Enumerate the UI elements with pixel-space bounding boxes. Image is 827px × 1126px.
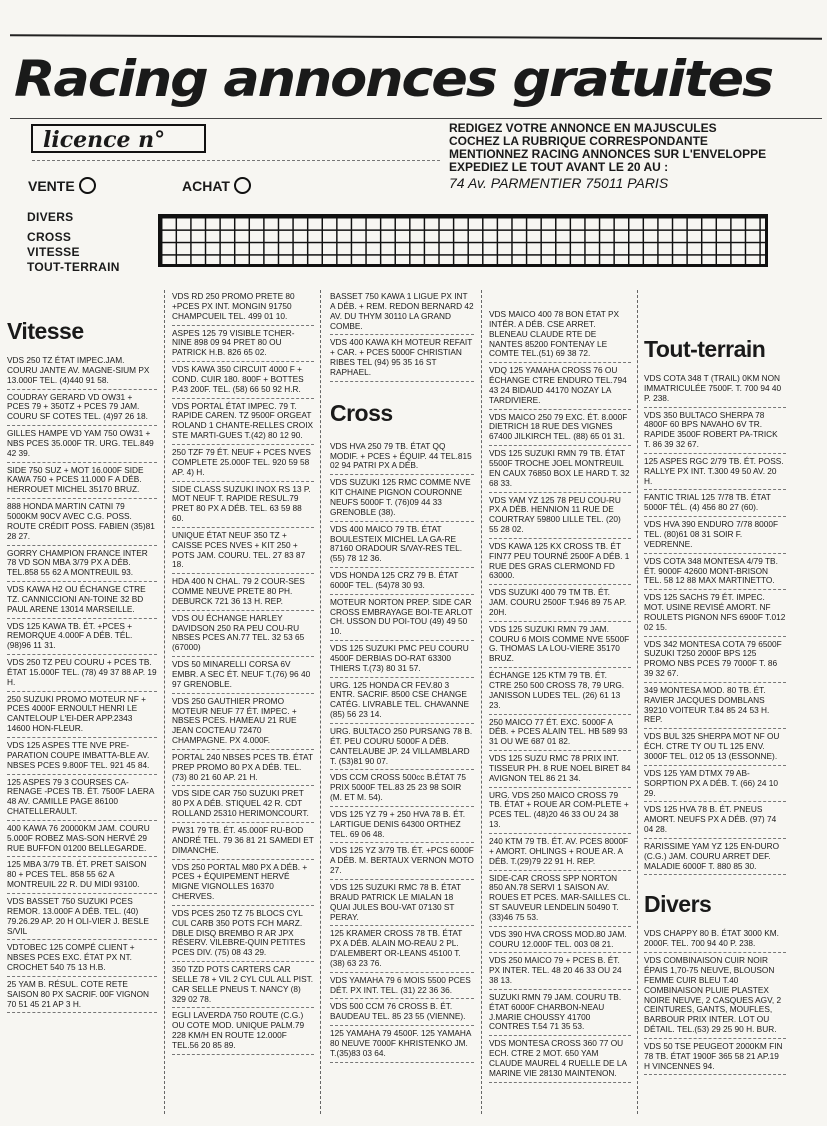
classified-ad: 888 HONDA MARTIN CATNI 79 5000KM 90CV AVEC C.G. POSS. ROUTE CRÉDIT POSS. FABIEN (35)81 28 27. bbox=[7, 499, 157, 545]
column-divider bbox=[637, 290, 639, 1114]
vente-label: VENTE bbox=[28, 177, 75, 194]
classified-ad: VDS 500 CCM 76 CROSS B. ÉT. BAUDEAU TEL. 85 23 55 (VIENNE). bbox=[330, 999, 474, 1026]
classified-ad: 250 SUZUKI PROMO MOTEUR NF + PCES 4000F ERNOULT HENRI LE CANTELOUP L'EI-DER APP.2343 14600 HON-FLEUR. bbox=[7, 692, 157, 738]
column-divider bbox=[481, 290, 483, 1114]
classified-ad: PORTAL 240 NBSES PCES TB. ÉTAT PREP PROMO 80 PX A DÉB. TEL.(73) 80 21 60 AP. 21 H. bbox=[172, 750, 314, 787]
column-divider bbox=[164, 290, 166, 1114]
section-heading-divers: Divers bbox=[644, 891, 712, 918]
classified-ad: VDS YAMAHA 79 6 MOIS 5500 PCES DÉT. PX INT. TEL. (31) 22 36 36. bbox=[330, 973, 474, 1000]
classified-ad: VDS KAWA 125 KX CROSS TB. ÉT FIN77 PEU TOURNÉ 2500F A DÉB. 1 RUE DES GRAS CLERMOND FD 63000. bbox=[489, 539, 631, 585]
classified-ad: VDS MAICO 250 79 EXC. ÉT. 8.000F DIETRICH 18 RUE DES VIGNES 67400 JILKIRCH TEL. (88) 65 01 31. bbox=[489, 410, 631, 447]
classified-ad: VDS 400 MAICO 79 TB. ÉTAT BOULESTEIX MICHEL LA GA-RE 87160 ORADOUR S/VAY-RES TEL.(55) 78 12 36. bbox=[330, 522, 474, 568]
classified-ad: VDS BUL 325 SHERPA MOT NF OU ÉCH. CTRE TY OU TL 125 ENV. 3000F TEL. 012 05 13 (ESSONNE). bbox=[644, 729, 786, 766]
classified-ad: VDS 125 SUZUKI PMC PEU COURU 4500F DERBIAS DO-RAT 63300 THIERS T.(73) 80 31 57. bbox=[330, 641, 474, 678]
licence-line bbox=[32, 160, 440, 162]
classified-ad: 240 KTM 79 TB. ÉT. AV. PCES 8000F + AMORT. OHLINGS + ROUE AR. A DÉB. T.(29)79 22 91 H. REP. bbox=[489, 834, 631, 871]
ad-text-grid[interactable] bbox=[158, 214, 768, 267]
mailing-address: 74 Av. PARMENTIER 75011 PARIS bbox=[449, 175, 669, 191]
classified-ad: VDS COTA 348 T (TRAIL) 0KM NON IMMATRICULÉE 7500F. T. 700 94 40 P. 238. bbox=[644, 374, 786, 408]
classified-ad: GORRY CHAMPION FRANCE INTER 78 VD SON MBA 3/79 PX A DÉB. TEL.858 55 62 A MONTREUIL 93. bbox=[7, 546, 157, 583]
classified-ad: VDS BASSET 750 SUZUKI PCES REMOR. 13.000F A DÉB. TEL. (40) 79.26.29 AP. 20 H OLI-VIER J. BESLE S/VIL bbox=[7, 894, 157, 940]
classified-ad: VDS 250 PORTAL M80 PX A DÉB. + PCES + ÉQUIPEMENT HERVÉ MIGNE VIGNOLLES 16370 CHERVES. bbox=[172, 860, 314, 906]
classified-ad: VDS 250 TZ ÉTAT IMPEC.JAM. COURU JANTE AV. MAGNE-SIUM PX 13.000F TEL. (4)440 91 58. bbox=[7, 356, 157, 390]
top-rule bbox=[10, 34, 822, 40]
classified-ad: VDS 125 YZ 3/79 TB. ÉT. +PCS 6000F A DÉB. M. BERTAUX VERNON MOTO 27. bbox=[330, 843, 474, 880]
classified-ad: VDS 125 YZ 79 + 250 HVA 78 B. ÉT. LARTIGUE DENIS 64300 ORTHEZ TEL. 69 06 48. bbox=[330, 807, 474, 844]
classified-ad: 125 KRAMER CROSS 78 TB. ÉTAT PX A DÉB. ALAIN MO-REAU 2 PL. D'ALEMBERT OR-LEANS 45100 T.(38) 63 23 76. bbox=[330, 926, 474, 972]
classified-ad: UNIQUE ÉTAT NEUF 350 TZ + CAISSE PCES NVES + KIT 250 + POTS JAM. COURU. TEL. 27 83 87 18. bbox=[172, 528, 314, 574]
classified-ad: 125 MBA 3/79 TB. ÉT. PRET SAISON 80 + PCES TEL. 858 55 62 A MONTREUIL 22 R. DU MIDI 93100. bbox=[7, 857, 157, 894]
classified-ad: ÉCHANGE 125 KTM 79 TB. ÉT. CTRE 250 500 CROSS 78, 79 URG. JANISSON LUDES TEL. (26) 61 13 23. bbox=[489, 668, 631, 714]
instruction-line: EXPEDIEZ LE TOUT AVANT LE 20 AU : bbox=[449, 160, 669, 174]
section-heading-vitesse: Vitesse bbox=[7, 318, 84, 344]
classified-ad: 125 YAMAHA 79 4500F. 125 YAMAHA 80 NEUVE 7000F KHRISTENKO JM. T.(35)83 03 64. bbox=[330, 1026, 474, 1063]
classified-ad: RARISSIME YAM YZ 125 EN-DURO (C.G.) JAM. COURU ARRET DEF. MALADIE 6000F T. 880 85 30. bbox=[644, 839, 786, 876]
classified-ad: VDS MONTESA CROSS 360 77 OU ECH. CTRE 2 MOT. 650 YAM CLAUDE MAUREL 4 RUELLE DE LA MARINE VIE 28130 MAINTENON. bbox=[489, 1036, 631, 1082]
achat-checkbox[interactable] bbox=[234, 177, 251, 194]
classified-ad: VDS SUZUKI 125 RMC COMME NVE KIT CHAINE PIGNON COURONNE NEUFS 5000F T. (76)09 44 33 GRENOBLE (38). bbox=[330, 475, 474, 521]
classified-ad: VDS 125 KAWA TB. ÉT. +PCES + REMORQUE 4.000F A DÉB. TÉL. (98)96 11 31. bbox=[7, 619, 157, 656]
classified-ad: 250 TZF 79 ÉT. NEUF + PCES NVES COMPLETE 25.000F TEL. 920 59 58 AP. 4) H. bbox=[172, 445, 314, 482]
classified-ad: VDS HVA 390 ENDURO 7/78 8000F TEL. (80)61 08 31 SOIR F. VEDRENNE. bbox=[644, 517, 786, 554]
classified-ad: 125 ASPES 79 3 COURSES CA-RENAGE -PCES TB. ÉT. 7500F LAERA 48 AV. CAMILLE PAGE 86100 CHATELLERAULT. bbox=[7, 775, 157, 821]
classified-ad: VDS HONDA 125 CRZ 79 B. ÉTAT 6000F TEL. (54)78 30 93. bbox=[330, 568, 474, 595]
classified-ad: VDS 125 YAM DTMX 79 AB-SORPTION PX A DÉB. T. (66) 24 10 29. bbox=[644, 766, 786, 803]
instruction-line: COCHEZ LA RUBRIQUE CORRESPONDANTE bbox=[449, 134, 708, 148]
section-heading-cross: Cross bbox=[330, 399, 393, 426]
ads-column-1 bbox=[7, 318, 157, 1116]
classified-ad: VDS PCES 250 TZ 75 BLOCS CYL CUL CARB 350 POTS FCH MARZ. DBLE DISQ BREMBO R AR JPX RÉSERV. VILEBRE-QUIN PETITES PCES DIV. (75) 08 43 29. bbox=[172, 906, 314, 962]
achat-option[interactable] bbox=[182, 177, 251, 194]
section-heading-tout-terrain: Tout-terrain bbox=[644, 336, 766, 362]
classified-ad: VDS RD 250 PROMO PRETE 80 +PCES PX INT. MONGIN 91750 CHAMPCUEIL TEL. 499 01 10. bbox=[172, 292, 314, 326]
category-tout-terrain[interactable]: TOUT-TERRAIN bbox=[27, 260, 120, 274]
vente-option[interactable] bbox=[28, 177, 96, 194]
classified-ad: VDQ 125 YAMAHA CROSS 76 OU ÉCHANGE CTRE ENDURO TEL.794 43 24 BIDAUD 44170 NOZAY LA TARDIVIERE. bbox=[489, 363, 631, 409]
classified-ad: URG. VDS 250 MAICO CROSS 79 TB. ÉTAT + ROUE AR COM-PLETE + PCES TEL. (48)20 46 33 OU 24 38 13. bbox=[489, 788, 631, 834]
classified-ad: VDS COMBINAISON CUIR NOIR ÉPAIS 1,70-75 NEUVE, BLOUSON FEMME CUIR BLEU T.40 COMBINAISON PLUIE PLASTEX NOIRE NEUVE, 2 CASQUES AGV, 2 CEINTURES, GANTS, MOUFLES, BARBOUR PRIX INTER. LOT OU DÉTAIL. TEL.(53) 29 25 90 H. BUR. bbox=[644, 953, 786, 1039]
category-vitesse[interactable]: VITESSE bbox=[27, 245, 80, 259]
classified-ad: VDS 390 HVA CROSS MOD.80 JAM. COURU 12.000F TEL. 003 08 21. bbox=[489, 927, 631, 954]
classified-ad: EGLI LAVERDA 750 ROUTE (C.G.) OU COTE MOD. UNIQUE PALM.79 228 KM/H EN ROUTE 12.000F TEL.56 20 85 89. bbox=[172, 1008, 314, 1054]
title-rule bbox=[10, 118, 822, 119]
classified-ad: 125 ASPES RGC 2/79 TB. ÉT. POSS. RALLYE PX INT. T.300 49 50 AV. 20 H. bbox=[644, 454, 786, 491]
classified-ad: FANTIC TRIAL 125 7/78 TB. ÉTAT 5000F TÉL. (4) 456 80 27 (60). bbox=[644, 490, 786, 517]
category-cross[interactable]: CROSS bbox=[27, 230, 72, 244]
classified-ad: URG. 125 HONDA CR FEV.80 3 ENTR. SACRIF. 8500 CSE CHANGE CATÉG. LIVRABLE TEL. CHAVANNE (85) 56 23 14. bbox=[330, 678, 474, 724]
classified-ad: VDS 350 BULTACO SHERPA 78 4800F 60 BPS NAVAHO 6V TR. RAPIDE 3500F ROBERT PA-TRICK T. 86 39 32 67. bbox=[644, 408, 786, 454]
classified-ad: VDS 125 SUZUKI RMN 79 JAM. COURU 6 MOIS COMME NVE 5500F G. THOMAS LA LOU-VIERE 35170 BRUZ. bbox=[489, 622, 631, 668]
classified-ad: 350 TZD POTS CARTERS CAR SELLE 78 + VIL 2 CYL CUL ALL PIST. CAR SELLE PNEUS T. NANCY (8) 329 02 78. bbox=[172, 962, 314, 1008]
classified-ad: VDS 125 SUZUKI RMN 79 TB. ÉTAT 5500F TROCHE JOEL MONTREUIL EN CAUX 76850 BOX LE HARD T. 32 68 33. bbox=[489, 446, 631, 492]
classified-ad: VDS 125 SACHS 79 ÉT. IMPEC. MOT. USINE REVISÉ AMORT. NF ROULETS PIGNON NFS 6900F T.012 02 15. bbox=[644, 590, 786, 636]
page-title: Racing annonces gratuites bbox=[14, 50, 772, 108]
classified-ad: VDS COTA 348 MONTESA 4/79 TB. ÉT. 9000F 42600 MONT-BRISON TEL. 58 12 88 MAX MARTINETTO. bbox=[644, 554, 786, 591]
ads-column-3 bbox=[330, 292, 474, 1116]
classified-ad: 349 MONTESA MOD. 80 TB. ÉT. RAVIER JACQUES DOMBLANS 39210 VOITEUR T.84 85 24 53 H. REP. bbox=[644, 683, 786, 729]
classified-ad: VDS CHAPPY 80 B. ÉTAT 3000 KM. 2000F. TEL. 700 94 40 P. 238. bbox=[644, 929, 786, 953]
classified-ad: VDTOBEC 125 COMPÉ CLIENT + NBSES PCES EXC. ÉTAT PX NT. CROCHET 540 75 13 H.B. bbox=[7, 940, 157, 977]
category-divers[interactable]: DIVERS bbox=[27, 210, 74, 224]
classified-ad: VDS 125 SUZU RMC 78 PRIX INT. TISSEUR PH. 8 RUE NOEL BIRET 84 AVIGNON TEL 86 21 34. bbox=[489, 751, 631, 788]
classified-ad: 25 YAM B. RÉSUL. COTE RETE SAISON 80 PX SACRIF. 00F VIGNON 70 51 45 21 AP 3 H. bbox=[7, 977, 157, 1014]
classified-ad: VDS MAICO 400 78 BON ÉTAT PX INTÉR. A DÉB. CSE ARRET. BLENEAU CLAUDE RTE DE NANTES 85200 FONTENAY LE COMTE TEL.(51) 69 38 72. bbox=[489, 310, 631, 363]
classified-ad: BASSET 750 KAWA 1 LIGUE PX INT A DÉB. + REM. REDON BERNARD 42 AV. DU THYM 30110 LA GRAND COMBE. bbox=[330, 292, 474, 335]
classified-ad: SIDE-CAR CROSS SPP NORTON 850 AN.78 SERVI 1 SAISON AV. ROUES ET PCES. MAR-SAILLES CL. ST SAUVEUR LENDELIN 50490 T.(33)46 75 53. bbox=[489, 871, 631, 927]
classified-ad: VDS SIDE CAR 750 SUZUKI PRET 80 PX A DÉB. STIQUEL 42 R. CDT ROLLAND 25310 HERIMONCOURT. bbox=[172, 786, 314, 823]
licence-field[interactable]: licence n° bbox=[31, 124, 206, 153]
classified-ad: VDS 125 SUZUKI RMC 78 B. ÉTAT BRAUD PATRICK LE MIALAN 18 QUAI JULES BOU-VAT 07130 ST PERAY. bbox=[330, 880, 474, 926]
classified-ad: SIDE 750 SUZ + MOT 16.000F SIDE KAWA 750 + PCES 11.000 F A DÉB. HERROUET MICHEL 35170 BRUZ. bbox=[7, 463, 157, 500]
classified-ad: ASPES 125 79 VISIBLE TCHER-NINE 898 09 94 PRET 80 OU PATRICK H.B. 826 65 02. bbox=[172, 326, 314, 363]
ads-column-4 bbox=[489, 310, 631, 1116]
classified-ad: GILLES HAMPE VD YAM 750 OW31 + NBS PCES 35.000F TR. URG. TEL.849 42 39. bbox=[7, 426, 157, 463]
classified-ad: COUDRAY GERARD VD OW31 + PCES 79 + 350TZ + PCES 79 JAM. COURU SF COTES TEL. (4)97 26 18. bbox=[7, 390, 157, 427]
classified-ad: VDS 400 KAWA KH MOTEUR REFAIT + CAR. + PCES 5000F CHRISTIAN RIBES TEL (94) 95 35 16 ST RAPHAEL. bbox=[330, 335, 474, 381]
classified-ad: VDS OU ÉCHANGE HARLEY DAVIDSON 250 RA PEU COU-RU NBSES PCES AN.77 TEL. 32 53 65 (67000) bbox=[172, 611, 314, 657]
classified-ad: URG. BULTACO 250 PURSANG 78 B. ÉT. PEU COURU 5000F A DÉB. CANTELAUBE JP. 24 VILLAMBLARD T. (53)81 90 07. bbox=[330, 724, 474, 770]
classified-ad: VDS PORTAL ÉTAT IMPEC. 79 T. RAPIDE CAREN. TZ 9500F ORGEAT ROLAND 1 CHANTE-RELLES CROIX STE MARTI-GUES T.(42) 80 12 90. bbox=[172, 399, 314, 445]
classified-ad: VDS 50 MINARELLI CORSA 6V EMBR. A SEC ÉT. NEUF T.(76) 96 40 97 GRENOBLE. bbox=[172, 657, 314, 694]
classified-ad: MOTEUR NORTON PREP. SIDE CAR CROSS EMBRAYAGE BOI-TE ARLOT CH. USSON DU POI-TOU (49) 49 50 10. bbox=[330, 595, 474, 641]
instruction-line: MENTIONNEZ RACING ANNONCES SUR L'ENVELOPPE bbox=[449, 147, 767, 161]
ads-column-5 bbox=[644, 336, 786, 1116]
classified-ad: 250 MAICO 77 ÉT. EXC. 5000F A DÉB. + PCES ALAIN TEL. HB 589 93 31 OU WE 687 01 82. bbox=[489, 715, 631, 752]
classified-ad: SIDE CLASS SUZUKI INOX RS 13 P. MOT NEUF T. RAPIDE RESUL.79 PRET 80 PX A DÉB. TEL. 63 59 88 60. bbox=[172, 482, 314, 528]
classified-ad: VDS 250 TZ PEU COURU + PCES TB. ÉTAT 15.000F TEL. (78) 49 37 88 AP. 19 H. bbox=[7, 655, 157, 692]
classified-ad: VDS 125 ASPES TTE NVE PRE-PARATION COUPE IMBATTA-BLE AV. NBSES PCES 9.800F TEL. 921 45 84. bbox=[7, 738, 157, 775]
ads-column-2 bbox=[172, 292, 314, 1116]
classified-ad: SUZUKI RMN 79 JAM. COURU TB. ÉTAT 6000F CHARBON-NEAU J.MARIE CHOUSSY 41700 CONTRES T.54 71 35 53. bbox=[489, 990, 631, 1036]
classified-ad: VDS KAWA H2 OU ÉCHANGE CTRE TZ. CANNICCIONI AN-TOINE 32 BD PAUL ARENE 13014 MARSEILLE. bbox=[7, 582, 157, 619]
classified-ad: PW31 79 TB. ÉT. 45.000F RU-BOD ANDRÉ TEL. 79 36 81 21 SAMEDI ET DIMANCHE. bbox=[172, 823, 314, 860]
instruction-line: REDIGEZ VOTRE ANNONCE EN MAJUSCULES bbox=[449, 121, 717, 135]
classified-ad: 400 KAWA 76 20000KM JAM. COURU 5.000F ROBEZ MAS-SON HERVÉ 29 RUE BUFFON 01200 BELLEGARDE. bbox=[7, 821, 157, 858]
classified-ad: VDS 342 MONTESA COTA 79 6500F SUZUKI T250 2000F BPS 125 PROMO NBS PCES 79 7000F T. 86 39 32 67. bbox=[644, 637, 786, 683]
classified-ad: VDS 250 GAUTHIER PROMO MOTEUR NEUF 77 ÉT. IMPEC. + NBSES PCES. HAMEAU 21 RUE JEAN COCTEAU 72470 CHAMPAGNE. PX 4.000F. bbox=[172, 694, 314, 750]
classified-ad: VDS SUZUKI 400 79 TM TB. ÉT. JAM. COURU 2500F T.946 89 75 AP. 20H. bbox=[489, 585, 631, 622]
achat-label: ACHAT bbox=[182, 177, 230, 194]
classified-ad: VDS CCM CROSS 500cc B.ÉTAT 75 PRIX 5000F TEL.83 25 23 98 SOIR (M. ET M. 54). bbox=[330, 770, 474, 807]
vente-checkbox[interactable] bbox=[79, 177, 96, 194]
classified-ad: VDS YAM YZ 125 78 PEU COU-RU PX A DÉB. HENNION 11 RUE DE COURTRAY 59800 LILLE TEL. (20) 55 28 02. bbox=[489, 493, 631, 539]
classified-ad: VDS 125 HVA 78 B. ÉT. PNEUS AMORT. NEUFS PX A DÉB. (97) 74 04 28. bbox=[644, 802, 786, 839]
classified-ad: VDS HVA 250 79 TB. ÉTAT QQ MODIF. + PCES + ÉQUIP. 44 TEL.815 02 94 PATRI PX A DÉB. bbox=[330, 442, 474, 476]
classified-ad: VDS 250 MAICO 79 + PCES B. ÉT. PX INTER. TEL. 48 20 46 33 OU 24 38 13. bbox=[489, 953, 631, 990]
column-divider bbox=[320, 290, 322, 1114]
classified-ad: VDS KAWA 350 CIRCUIT 4000 F + COND. CUIR 180. 800F + BOTTES P.43 200F. TEL. (58) 66 50 92 H.R. bbox=[172, 362, 314, 399]
classified-ad: HDA 400 N CHAL. 79 2 COUR-SES COMME NEUVE PRETE 80 PH. DEBURCK 721 36 13 H. REP. bbox=[172, 574, 314, 611]
instructions bbox=[449, 122, 819, 174]
classified-ad: VDS 50 TSE PEUGEOT 2000KM FIN 78 TB. ÉTAT 1900F 365 58 21 AP.19 H VINCENNES 94. bbox=[644, 1039, 786, 1076]
